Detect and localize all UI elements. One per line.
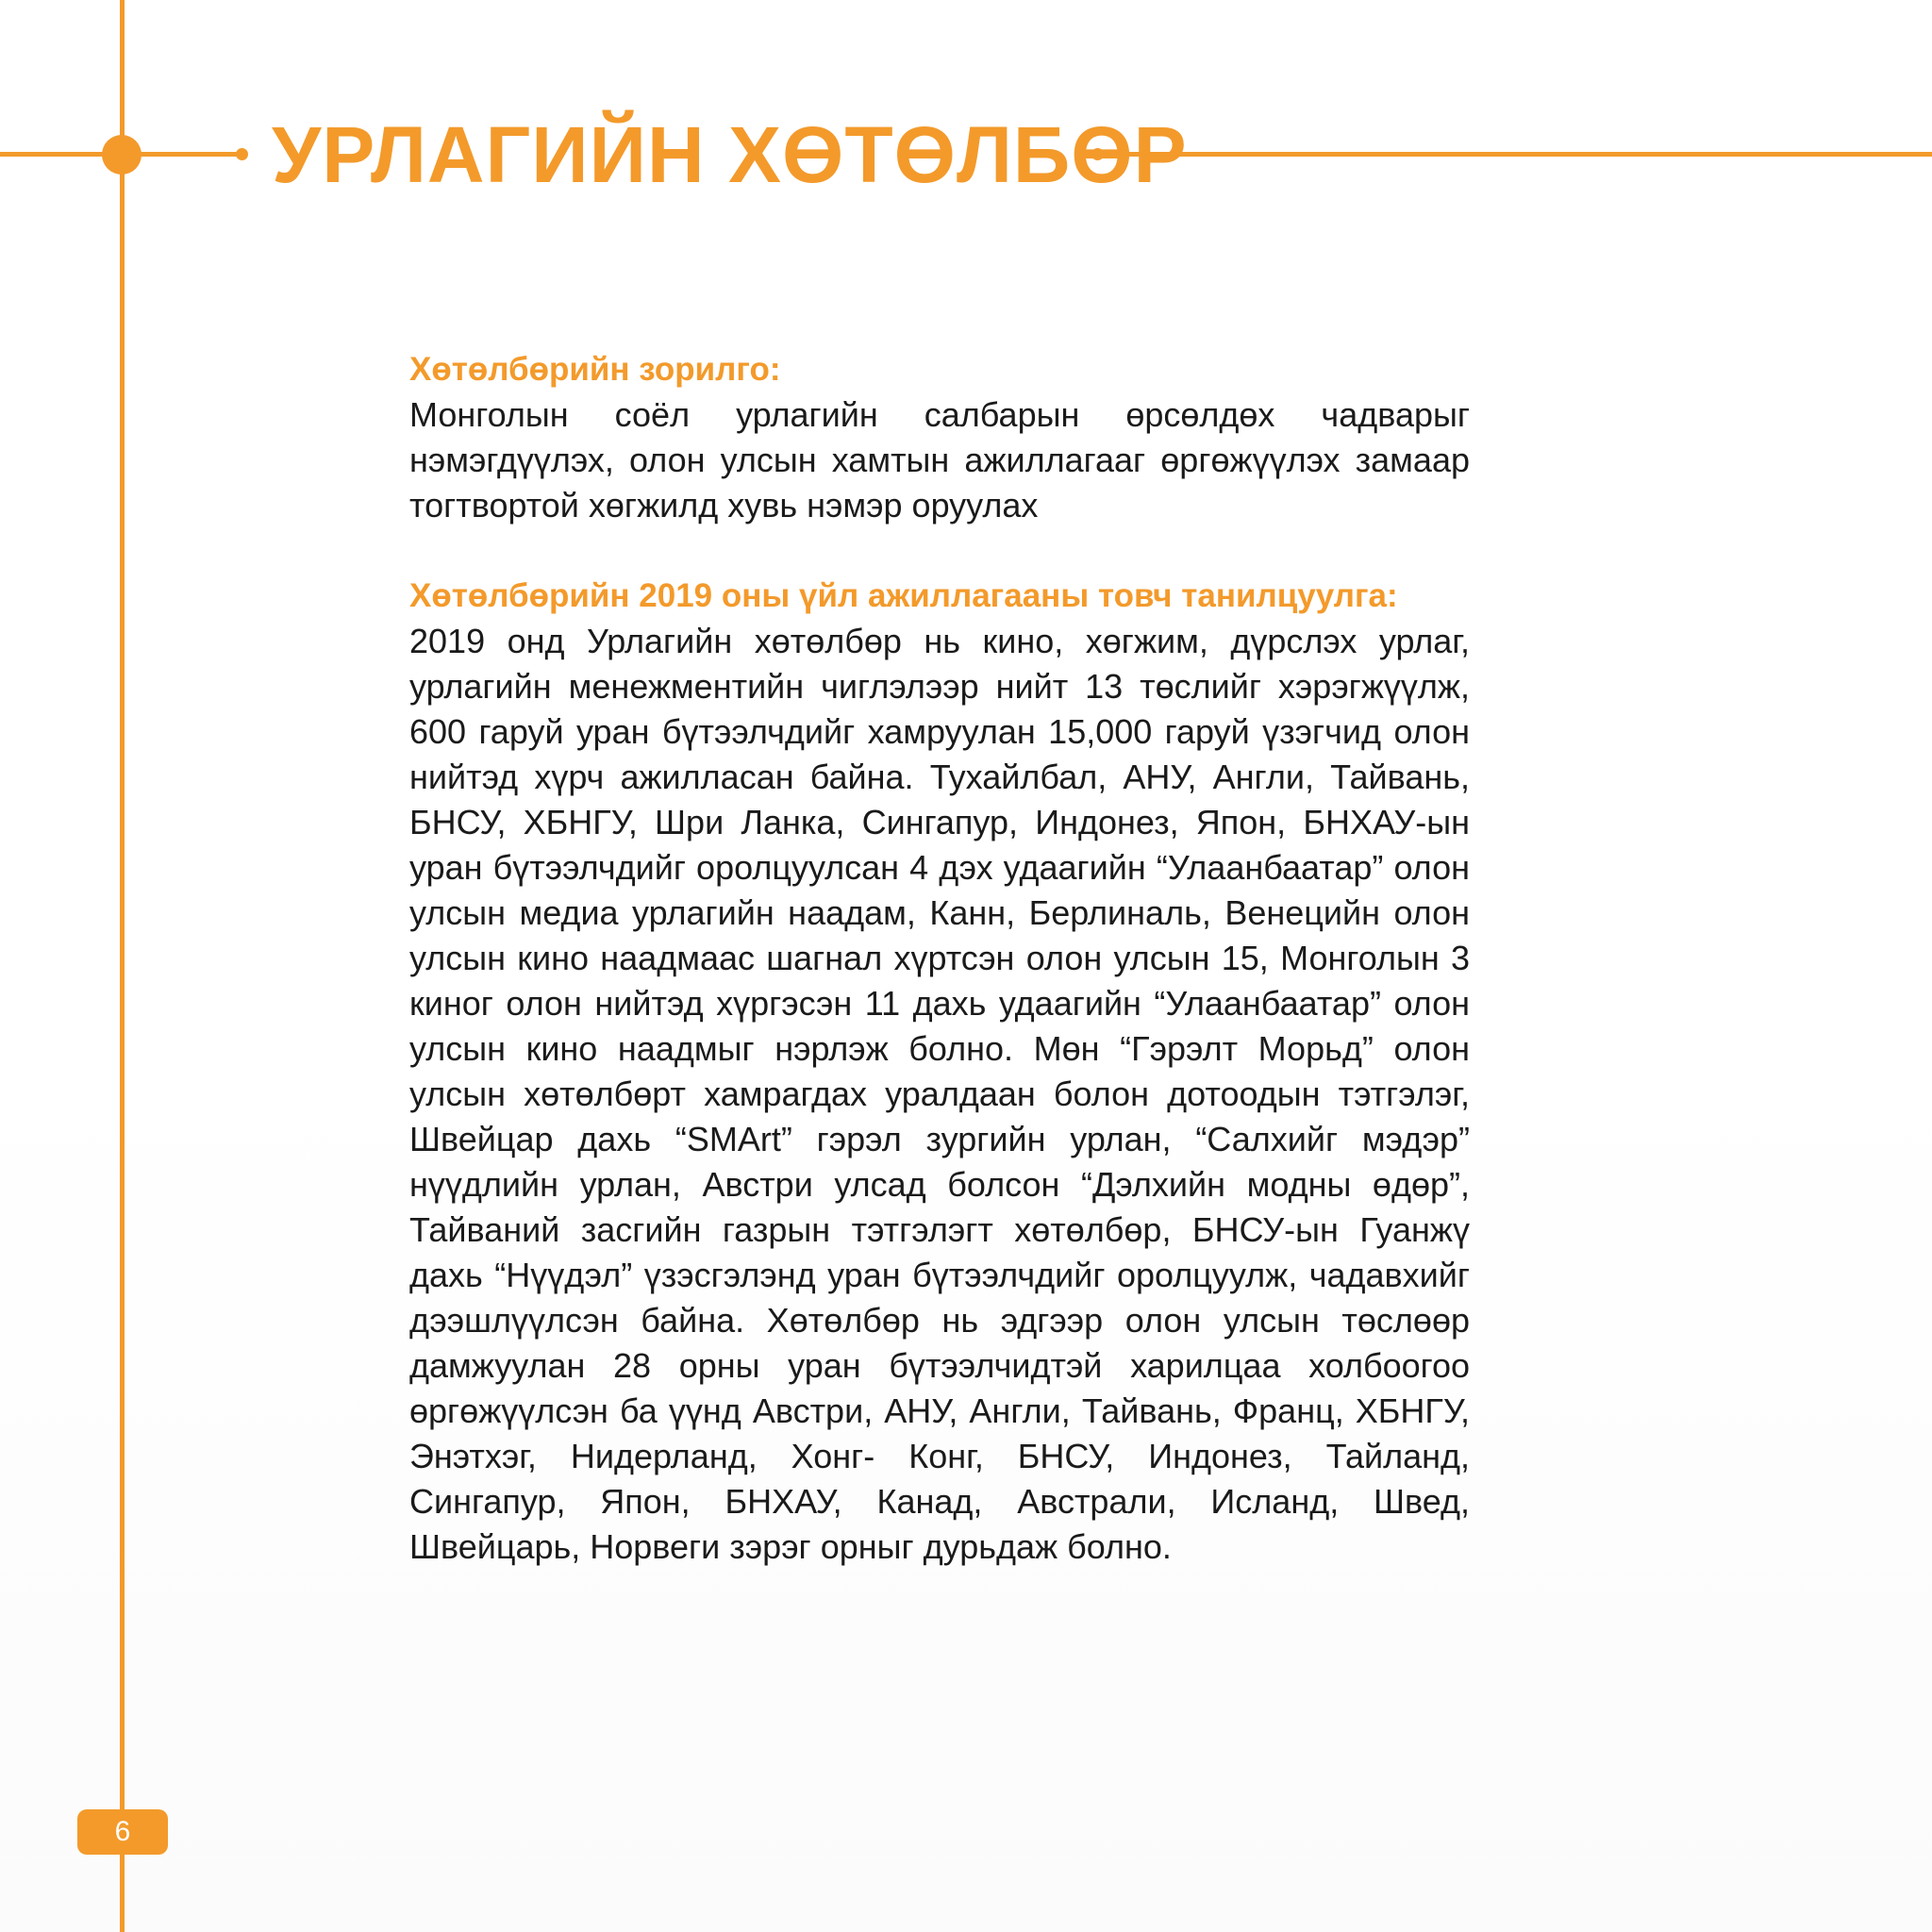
section-heading: Хөтөлбөрийн зорилго: xyxy=(409,351,781,388)
main-content xyxy=(409,347,1470,1570)
title-rule-right xyxy=(1096,152,1932,157)
section-goal xyxy=(409,347,1470,528)
junction-dot xyxy=(102,135,142,175)
page-title: УРЛАГИЙН ХӨТӨЛБӨР xyxy=(272,110,1188,199)
section-body: 2019 онд Урлагийн хөтөлбөр нь кино, хөгжим, дүрслэх урлаг, урлагийн менежментийн чиглэлээр нийт 13 төслийг хэрэгжүүлж, 600 гаруй уран бүтээлчдийг хамруулан 15,000 гаруй үзэгчид олон нийтэд хүрч ажилласан байна. Тухайлбал, АНУ, Англи, Тайвань, БНСУ, ХБНГУ, Шри Ланка, Сингапур, Индонез, Япон, БНХАУ-ын уран бүтээлчдийг оролцуулсан 4 дэх удаагийн “Улаанбаатар” олон улсын медиа урлагийн наадам, Канн, Берлиналь, Венецийн олон улсын кино наадмаас шагнал хүртсэн олон улсын 15, Монголын 3 киног олон нийтэд хүргэсэн 11 дахь удаагийн “Улаанбаатар” олон улсын кино наадмыг нэрлэж болно. Мөн “Гэрэлт Морьд” олон улсын хөтөлбөрт хамрагдах уралдаан болон дотоодын тэтгэлэг, Швейцар дахь “SMArt” гэрэл зургийн урлан, “Салхийг мэдэр” нүүдлийн урлан, Австри улсад болсон “Дэлхийн модны өдөр”, Тайваний засгийн газрын тэтгэлэгт хөтөлбөр, БНСУ-ын Гуанжү дахь “Нүүдэл” үзэсгэлэнд уран бүтээлчдийг оролцуулж, чадавхийг дээшлүүлсэн байна. Хөтөлбөр нь эдгээр олон улсын төслөөр дамжуулан 28 орны уран бүтээлчидтэй харилцаа холбоогоо өргөжүүлсэн ба үүнд Австри, АНУ, Англи, Тайвань, Франц, ХБНГУ, Энэтхэг, Нидерланд, Хонг- Конг, БНСУ, Индонез, Тайланд, Сингапур, Япон, БНХАУ, Канад, Австрали, Исланд, Швед, Швейцарь, Норвеги зэрэг орныг дурьдаж болно. xyxy=(409,622,1470,1566)
title-rule-left-end-dot xyxy=(236,148,248,160)
section-heading: Хөтөлбөрийн 2019 оны үйл ажиллагааны товч танилцуулга: xyxy=(409,577,1398,614)
section-2019-overview xyxy=(409,574,1470,1570)
vertical-accent-line xyxy=(120,0,125,1932)
section-body: Монголын соёл урлагийн салбарын өрсөлдөх чадварыг нэмэгдүүлэх, олон улсын хамтын ажиллагааг өргөжүүлэх замаар тогтвортой хөгжилд хувь нэмэр оруулах xyxy=(409,395,1470,525)
page-number-badge: 6 xyxy=(77,1809,168,1855)
